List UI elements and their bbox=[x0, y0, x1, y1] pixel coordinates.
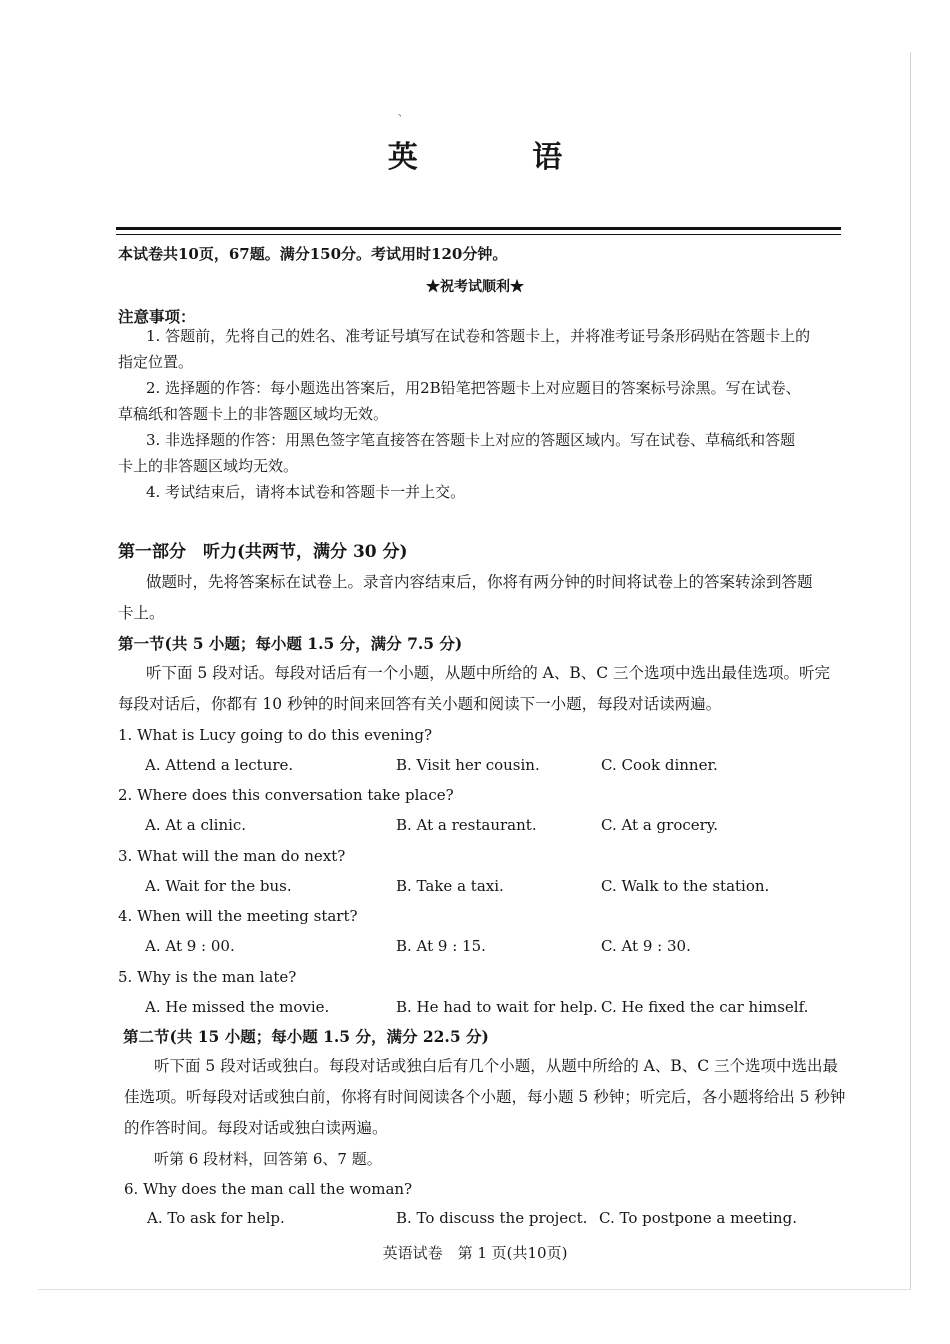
section2-instruction-line: 的作答时间。每段对话或独白读两遍。 bbox=[124, 1119, 388, 1137]
notice-line: 卡上的非答题区域均无效。 bbox=[118, 457, 299, 475]
q1-option-a: A. Attend a lecture. bbox=[145, 756, 294, 774]
q2-option-c: C. At a grocery. bbox=[601, 816, 719, 834]
q6-option-a: A. To ask for help. bbox=[147, 1209, 285, 1227]
notice-line: 2. 选择题的作答：每小题选出答案后，用2B铅笔把答题卡上对应题目的答案标号涂黑。写在试卷、 bbox=[146, 379, 801, 397]
header-rule-thin bbox=[116, 234, 841, 235]
scan-mark: 、 bbox=[398, 108, 408, 119]
notice-heading: 注意事项： bbox=[118, 307, 196, 326]
question-1: 1. What is Lucy going to do this evening? bbox=[118, 726, 433, 744]
q3-option-a: A. Wait for the bus. bbox=[145, 877, 292, 895]
q4-option-b: B. At 9 : 15. bbox=[396, 937, 486, 955]
question-3: 3. What will the man do next? bbox=[118, 847, 346, 865]
q2-option-a: A. At a clinic. bbox=[145, 816, 247, 834]
part1-title: 第一部分 听力(共两节，满分 30 分) bbox=[118, 542, 408, 562]
section2-instruction-line: 听下面 5 段对话或独白。每段对话或独白后有几个小题，从题中所给的 A、B、C 三个选项中选出最 bbox=[154, 1057, 839, 1075]
q5-option-b: B. He had to wait for help. bbox=[396, 998, 598, 1016]
part1-intro-line: 卡上。 bbox=[118, 604, 165, 622]
page-footer: 英语试卷 第 1 页(共10页) bbox=[382, 1244, 568, 1262]
q3-option-c: C. Walk to the station. bbox=[601, 877, 770, 895]
notice-line: 1. 答题前，先将自己的姓名、准考证号填写在试卷和答题卡上，并将准考证号条形码贴在答题卡上的 bbox=[146, 327, 811, 345]
question-2: 2. Where does this conversation take place? bbox=[118, 786, 454, 804]
notice-line: 4. 考试结束后，请将本试卷和答题卡一并上交。 bbox=[146, 483, 466, 501]
section2-title: 第二节(共 15 小题；每小题 1.5 分，满分 22.5 分) bbox=[123, 1027, 489, 1046]
section1-instruction-line: 每段对话后，你都有 10 秒钟的时间来回答有关小题和阅读下一小题，每段对话读两遍。 bbox=[118, 695, 722, 713]
section2-instruction-line: 佳选项。听每段对话或独白前，你将有时间阅读各个小题，每小题 5 秒钟；听完后，各小题将给出 5 秒钟 bbox=[124, 1088, 846, 1106]
page-edge-right bbox=[910, 52, 911, 1290]
good-luck-banner: ★祝考试顺利★ bbox=[426, 279, 524, 295]
q6-option-b: B. To discuss the project. bbox=[396, 1209, 588, 1227]
exam-intro: 本试卷共10页，67题。满分150分。考试用时120分钟。 bbox=[118, 245, 508, 263]
q1-option-b: B. Visit her cousin. bbox=[396, 756, 540, 774]
question-6: 6. Why does the man call the woman? bbox=[124, 1180, 413, 1198]
q6-option-c: C. To postpone a meeting. bbox=[599, 1209, 797, 1227]
section1-instruction-line: 听下面 5 段对话。每段对话后有一个小题，从题中所给的 A、B、C 三个选项中选出最佳选项。听完 bbox=[146, 664, 831, 682]
page-edge-bottom bbox=[38, 1289, 911, 1290]
material-instruction: 听第 6 段材料，回答第 6、7 题。 bbox=[154, 1150, 382, 1168]
page-title: 英 语 bbox=[387, 140, 615, 175]
question-4: 4. When will the meeting start? bbox=[118, 907, 358, 925]
question-5: 5. Why is the man late? bbox=[118, 968, 297, 986]
notice-line: 指定位置。 bbox=[118, 353, 194, 371]
part1-intro-line: 做题时，先将答案标在试卷上。录音内容结束后，你将有两分钟的时间将试卷上的答案转涂到答题 bbox=[146, 573, 813, 591]
q1-option-c: C. Cook dinner. bbox=[601, 756, 718, 774]
q5-option-c: C. He fixed the car himself. bbox=[601, 998, 809, 1016]
section1-title: 第一节(共 5 小题；每小题 1.5 分，满分 7.5 分) bbox=[118, 634, 463, 653]
q5-option-a: A. He missed the movie. bbox=[145, 998, 330, 1016]
q4-option-a: A. At 9 : 00. bbox=[145, 937, 235, 955]
notice-line: 3. 非选择题的作答：用黑色签字笔直接答在答题卡上对应的答题区域内。写在试卷、草稿纸和答题 bbox=[146, 431, 796, 449]
notice-line: 草稿纸和答题卡上的非答题区域均无效。 bbox=[118, 405, 389, 423]
q4-option-c: C. At 9 : 30. bbox=[601, 937, 691, 955]
q2-option-b: B. At a restaurant. bbox=[396, 816, 537, 834]
header-rule-thick bbox=[116, 227, 841, 230]
q3-option-b: B. Take a taxi. bbox=[396, 877, 504, 895]
